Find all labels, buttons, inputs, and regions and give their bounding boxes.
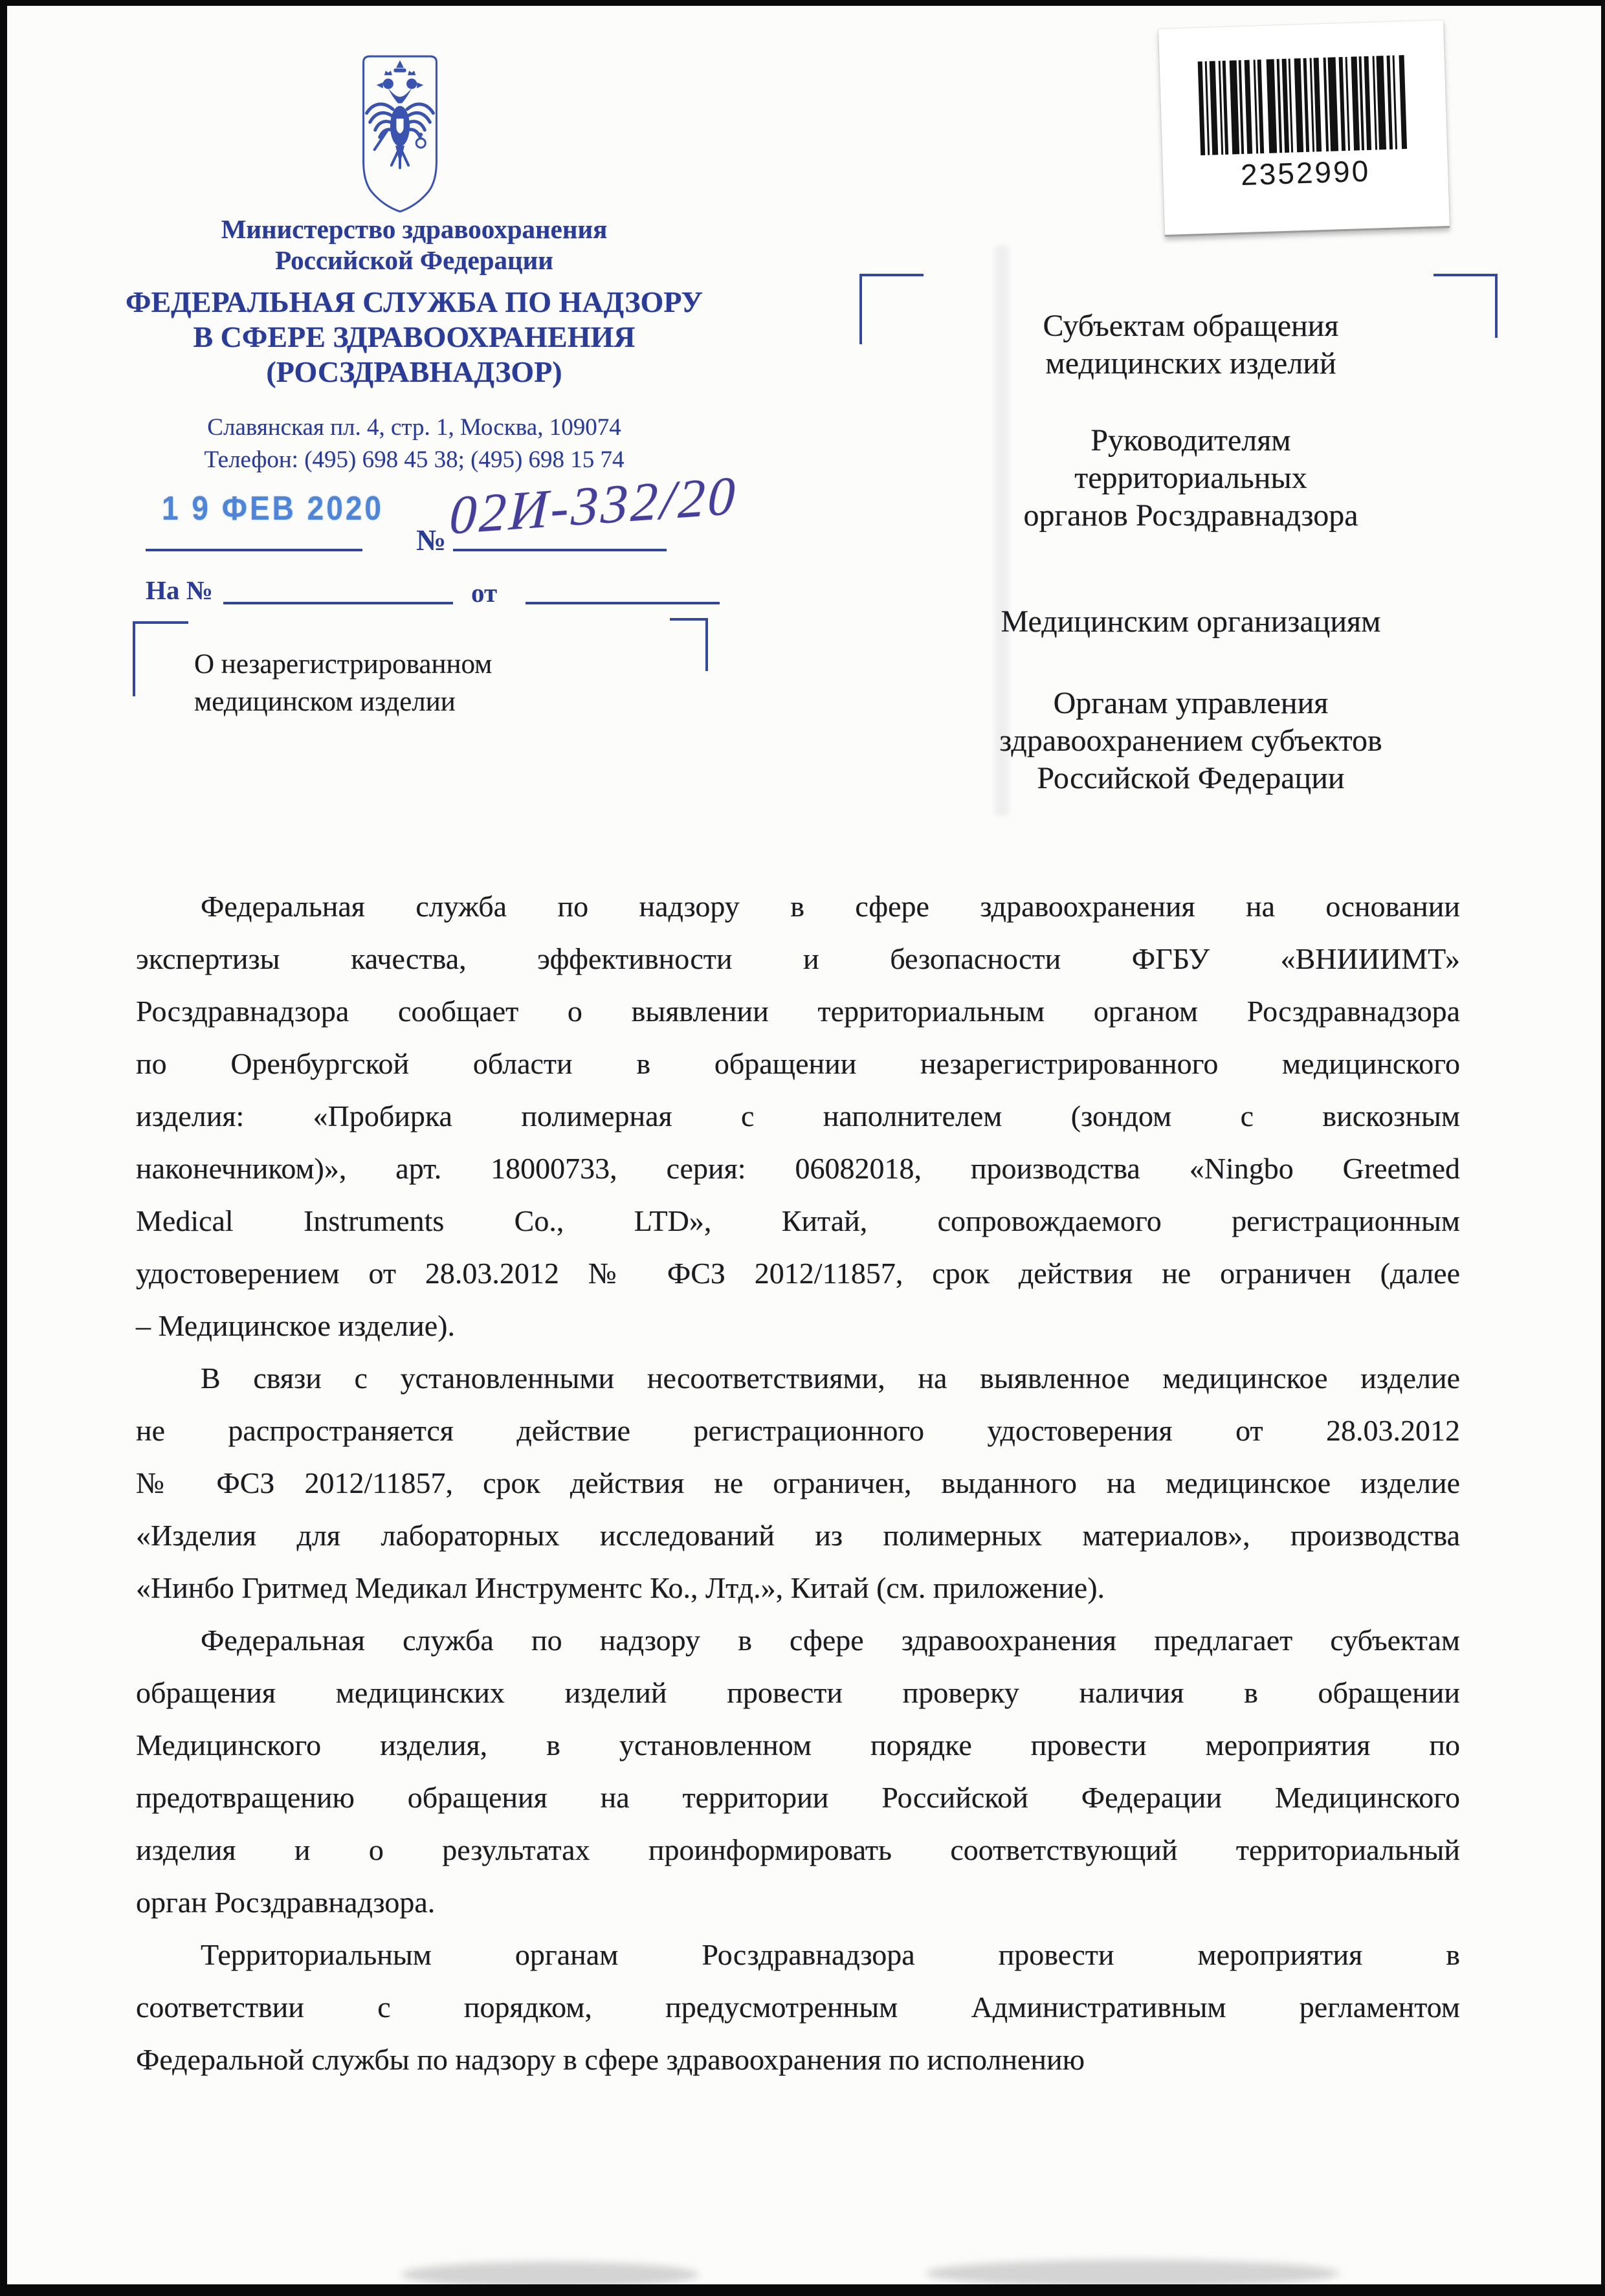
body-line: – Медицинское изделие). <box>136 1309 455 1342</box>
scan-smudge <box>401 2262 699 2288</box>
handwritten-outgoing-number: 02И-332/20 <box>448 465 739 546</box>
barcode-label <box>1158 20 1450 237</box>
barcode-bar <box>1359 56 1365 150</box>
phone-line: Телефон: (495) 698 45 38; (495) 698 15 74 <box>204 447 625 473</box>
barcode-bar <box>1245 60 1253 154</box>
barcode-bar <box>1239 60 1245 154</box>
scan-edge-right <box>1601 0 1605 2296</box>
recipient-line: Российской Федерации <box>1037 761 1345 795</box>
body-line: Medical Instruments Co., LTD», Китай, сопровождаемого регистрационным <box>136 1204 1460 1237</box>
service-name-line1: ФЕДЕРАЛЬНАЯ СЛУЖБА ПО НАДЗОРУ <box>125 285 703 318</box>
recipient-group <box>900 603 1482 641</box>
barcode-bar <box>1328 57 1339 151</box>
number-sign: № <box>416 524 447 557</box>
barcode-bar <box>1223 61 1229 155</box>
ministry-name-line2: Российской Федерации <box>275 245 553 275</box>
recipient-line: Органам управления <box>1053 686 1329 720</box>
barcode-bar <box>1277 59 1283 153</box>
recipient-line: органов Росздравнадзора <box>1023 498 1358 533</box>
subject-bracket-left-icon <box>133 621 188 696</box>
barcode-bar <box>1387 56 1393 149</box>
letterhead <box>123 214 705 476</box>
barcode-bar <box>1303 58 1310 152</box>
scan-edge-left <box>0 0 7 2296</box>
body-line: «Изделия для лабораторных исследований из полимерных материалов», производства <box>136 1519 1460 1552</box>
body-line: предотвращению обращения на территории Российской Федерации Медицинского <box>136 1781 1460 1814</box>
body-line: В связи с установленными несоответствиями, на выявленное медицинское изделие <box>201 1362 1460 1395</box>
barcode-bar <box>1289 59 1294 153</box>
barcode-bar <box>1399 55 1408 149</box>
recipient-line: здравоохранением субъектов <box>999 723 1382 758</box>
recipient-group <box>900 685 1482 797</box>
body-line: орган Росздравнадзора. <box>136 1886 436 1919</box>
body-line: обращения медицинских изделий провести проверку наличия в обращении <box>136 1676 1460 1709</box>
body-line: изделия: «Пробирка полимерная с наполнителем (зондом с вискозным <box>136 1099 1460 1132</box>
subject-block <box>194 646 557 721</box>
recipient-line: Руководителям <box>1090 423 1291 458</box>
recipient-group <box>900 422 1482 535</box>
body-line: Территориальным органам Росздравнадзора провести мероприятия в <box>201 1938 1460 1971</box>
coat-of-arms-emblem <box>357 52 443 215</box>
body-line: Росздравнадзора сообщает о выявлении территориальным органом Росздравнадзора <box>136 995 1460 1028</box>
reply-number-label: На № <box>146 575 213 605</box>
date-stamp: 1 9 ФЕВ 2020 <box>162 489 384 527</box>
ministry-name-line1: Министерство здравоохранения <box>221 214 608 244</box>
letter-body <box>136 880 1460 2086</box>
recipient-group <box>900 307 1482 382</box>
barcode-bar <box>1377 56 1387 149</box>
subject-line1: О незарегистрированном <box>194 649 493 679</box>
service-name-line3: (РОСЗДРАВНАДЗОР) <box>266 355 562 388</box>
barcode-bar <box>1351 56 1360 150</box>
body-line: не распространяется действие регистрационного удостоверения от 28.03.2012 <box>136 1414 1460 1447</box>
scan-edge-bottom <box>0 2284 1605 2296</box>
recipient-line: Медицинским организациям <box>1001 604 1381 639</box>
barcode-bar <box>1294 58 1304 152</box>
recipient-line: медицинских изделий <box>1045 346 1336 381</box>
barcode-icon <box>1198 61 1201 155</box>
reply-number-underline <box>223 602 453 604</box>
body-line: Федеральная служба по надзору в сфере здравоохранения предлагает субъектам <box>201 1624 1460 1657</box>
body-line: Федеральной службы по надзору в сфере здравоохранения по исполнению <box>136 2043 1085 2076</box>
body-line: Медицинского изделия, в установленном порядке провести мероприятия по <box>136 1728 1460 1761</box>
date-underline <box>146 549 362 551</box>
service-name-line2: В СФЕРЕ ЗДРАВООХРАНЕНИЯ <box>193 320 636 353</box>
reply-date-underline <box>526 602 720 604</box>
body-line: «Нинбо Гритмед Медикал Инструментс Ко., Лтд.», Китай (см. приложение). <box>136 1571 1105 1604</box>
barcode-bar <box>1314 58 1322 151</box>
address-line: Славянская пл. 4, стр. 1, Москва, 109074 <box>207 414 621 441</box>
scan-edge-top <box>0 0 1605 6</box>
subject-bracket-right-icon <box>670 618 708 671</box>
recipient-line: Субъектам обращения <box>1043 309 1339 343</box>
barcode-bar <box>1257 60 1265 153</box>
body-line: Федеральная служба по надзору в сфере здравоохранения на основании <box>201 890 1460 923</box>
barcode-bar <box>1210 61 1219 155</box>
body-line: № ФСЗ 2012/11857, срок действия не ограничен, выданного на медицинское изделие <box>136 1466 1460 1499</box>
body-line: удостоверением от 28.03.2012 № ФСЗ 2012/11857, срок действия не ограничен (далее <box>136 1257 1460 1290</box>
body-line: соответствии с порядком, предусмотренным Административным регламентом <box>136 1991 1460 2024</box>
body-line: экспертизы качества, эффективности и безопасности ФГБУ «ВНИИИМТ» <box>136 942 1460 975</box>
barcode-bar <box>1345 57 1351 151</box>
body-line: наконечником)», арт. 18000733, серия: 06082018, производства «Ningbo Greetmed <box>136 1152 1460 1185</box>
number-underline <box>453 549 667 551</box>
body-line: изделия и о результатах проинформировать соответствующий территориальный <box>136 1833 1460 1866</box>
body-line: по Оренбургской области в обращении незарегистрированного медицинского <box>136 1047 1460 1080</box>
barcode-bar <box>1393 56 1398 149</box>
subject-line2: медицинском изделии <box>194 687 456 717</box>
barcode-bar <box>1205 61 1210 155</box>
barcode-bar <box>1339 57 1346 151</box>
barcode-bar <box>1198 61 1206 155</box>
barcode-bar <box>1267 59 1278 153</box>
recipient-line: территориальных <box>1074 461 1307 495</box>
barcode-bar <box>1230 60 1240 154</box>
barcode-bar <box>1364 56 1372 150</box>
scan-smudge <box>925 2260 1340 2287</box>
reply-date-label: от <box>471 578 498 608</box>
barcode-number: 2352990 <box>1240 153 1371 192</box>
